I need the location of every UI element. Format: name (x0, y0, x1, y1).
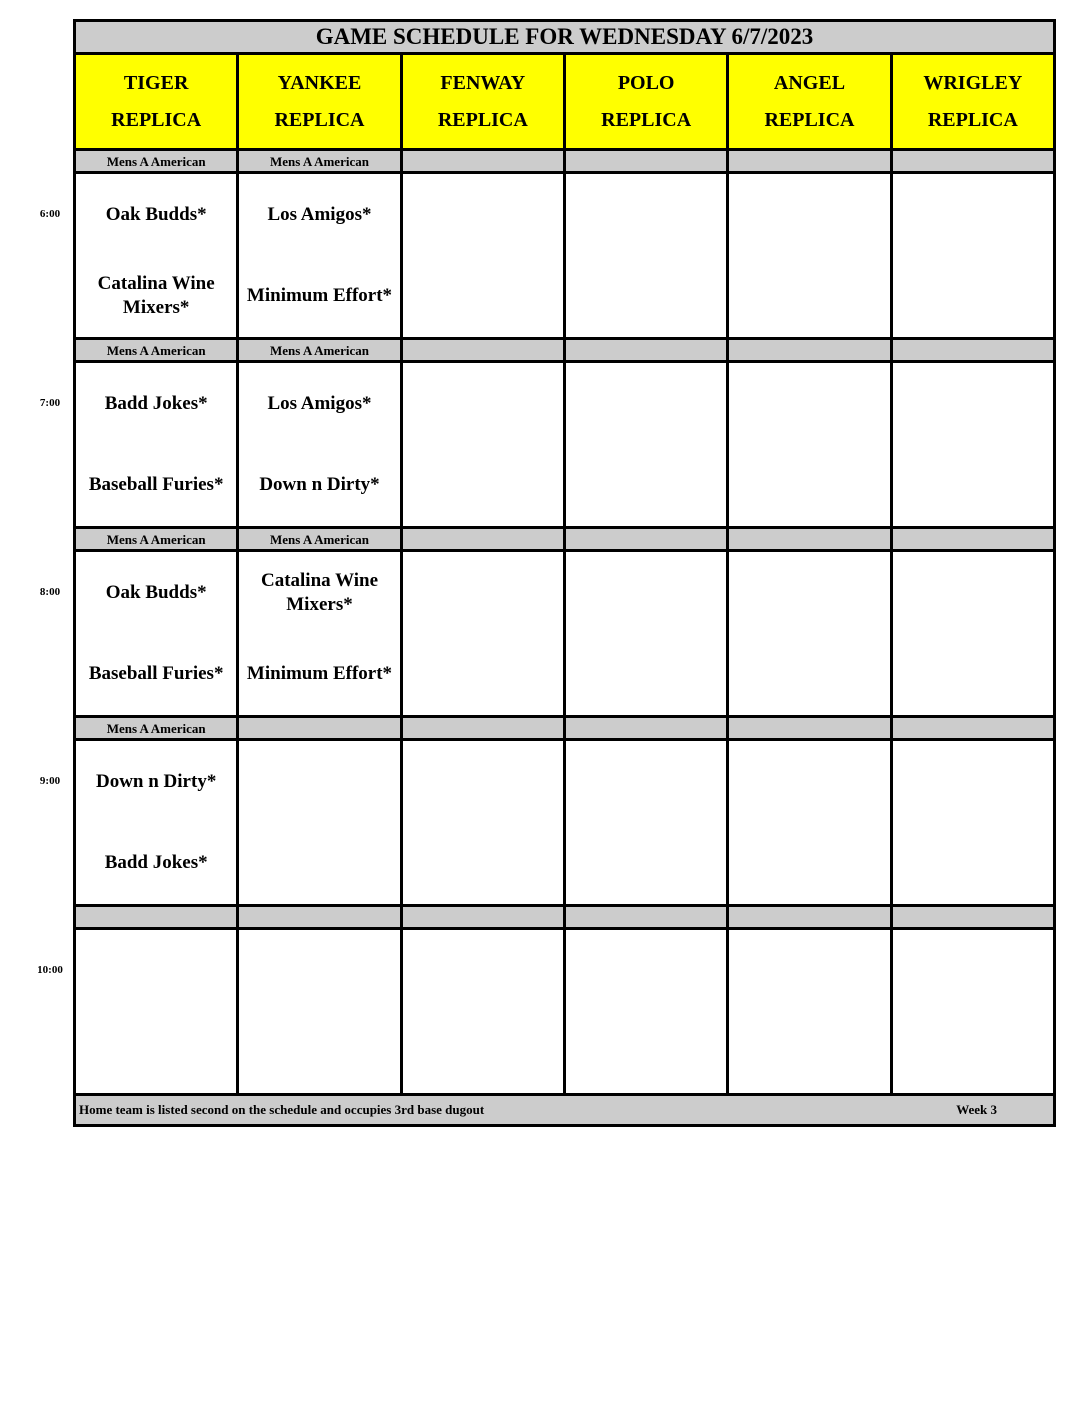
home-team (893, 634, 1053, 716)
field-subtitle: REPLICA (274, 108, 365, 131)
away-team: Los Amigos* (267, 392, 372, 414)
game-cell (564, 929, 727, 1095)
field-subtitle: REPLICA (927, 108, 1018, 131)
matchup (239, 552, 399, 715)
division-label (891, 339, 1054, 362)
home-team (403, 445, 563, 527)
home-team: Minimum Effort* (246, 285, 393, 307)
division-label (564, 717, 727, 740)
division-label: Mens A American (238, 150, 401, 173)
matchup (76, 741, 236, 904)
game-cell (75, 929, 238, 1095)
division-label (891, 150, 1054, 173)
away-team: Oak Budds* (105, 581, 207, 603)
away-team (729, 363, 889, 445)
matchup (76, 552, 236, 715)
away-team (566, 930, 726, 1012)
game-cell (564, 173, 727, 339)
matchup (566, 363, 726, 526)
away-team: Los Amigos* (267, 203, 372, 225)
matchup (403, 930, 563, 1093)
matchup (239, 930, 399, 1093)
matchup (893, 930, 1053, 1093)
matchup (893, 552, 1053, 715)
game-cell (401, 551, 564, 717)
game-cell (401, 173, 564, 339)
division-label: Mens A American (238, 339, 401, 362)
game-cell (564, 362, 727, 528)
home-team (893, 1012, 1053, 1094)
matchup (76, 174, 236, 337)
game-cell (401, 740, 564, 906)
game-cell (891, 551, 1054, 717)
game-row (75, 362, 1055, 528)
title-row (75, 21, 1055, 54)
page-title: GAME SCHEDULE FOR WEDNESDAY 6/7/2023 (75, 21, 1055, 54)
matchup (239, 174, 399, 337)
home-team: Catalina Wine Mixers* (97, 273, 215, 319)
away-team (403, 363, 563, 445)
home-team (893, 256, 1053, 338)
division-label (401, 528, 564, 551)
away-team (239, 930, 399, 1012)
division-label (891, 528, 1054, 551)
home-team (566, 634, 726, 716)
home-team (239, 1012, 399, 1094)
away-team (566, 174, 726, 256)
field-header (75, 54, 238, 150)
footer (75, 1095, 1055, 1126)
home-team (729, 1012, 889, 1094)
game-row (75, 929, 1055, 1095)
home-team (566, 1012, 726, 1094)
home-team: Down n Dirty* (259, 474, 380, 496)
division-label (401, 717, 564, 740)
time-label: 10:00 (37, 963, 63, 976)
division-row (75, 528, 1055, 551)
matchup (76, 930, 236, 1093)
game-cell (238, 740, 401, 906)
division-label (238, 906, 401, 929)
division-label (728, 906, 891, 929)
away-team (893, 174, 1053, 256)
division-label (401, 339, 564, 362)
away-team (893, 930, 1053, 1012)
home-team-note: Home team is listed second on the schedule and occupies 3rd base dugout (79, 1102, 485, 1117)
away-team (729, 930, 889, 1012)
matchup (729, 741, 889, 904)
matchup (729, 552, 889, 715)
division-label (564, 339, 727, 362)
away-team: Badd Jokes* (104, 392, 208, 414)
game-cell (401, 929, 564, 1095)
home-team (729, 634, 889, 716)
game-cell (728, 551, 891, 717)
away-team (893, 741, 1053, 823)
field-name: ANGEL (773, 71, 846, 94)
matchup (239, 741, 399, 904)
home-team: Minimum Effort* (246, 663, 393, 685)
division-label (891, 906, 1054, 929)
away-team (566, 363, 726, 445)
home-team (729, 256, 889, 338)
matchup (893, 741, 1053, 904)
division-label (728, 528, 891, 551)
game-cell (891, 740, 1054, 906)
away-team (403, 741, 563, 823)
game-row (75, 173, 1055, 339)
week-label: Week 3 (956, 1102, 997, 1117)
matchup (566, 930, 726, 1093)
matchup (403, 552, 563, 715)
matchup (403, 741, 563, 904)
division-label: Mens A American (75, 150, 238, 173)
matchup (566, 174, 726, 337)
division-row (75, 717, 1055, 740)
division-label (401, 906, 564, 929)
away-team (729, 174, 889, 256)
away-team: Catalina Wine Mixers* (260, 569, 378, 615)
division-label (564, 528, 727, 551)
away-team: Oak Budds* (105, 203, 207, 225)
away-team (566, 741, 726, 823)
field-header (238, 54, 401, 150)
away-team (403, 174, 563, 256)
division-label: Mens A American (75, 339, 238, 362)
game-cell (728, 929, 891, 1095)
footer-row (75, 1095, 1055, 1126)
time-label: 6:00 (39, 207, 61, 220)
game-cell (891, 173, 1054, 339)
away-team (239, 741, 399, 823)
field-header (564, 54, 727, 150)
game-cell (728, 362, 891, 528)
division-row (75, 150, 1055, 173)
home-team: Baseball Furies* (88, 474, 224, 496)
division-label (564, 906, 727, 929)
game-cell (891, 929, 1054, 1095)
game-cell (564, 740, 727, 906)
division-row (75, 339, 1055, 362)
game-cell (75, 173, 238, 339)
game-cell (728, 173, 891, 339)
home-team (403, 256, 563, 338)
home-team (76, 1012, 236, 1094)
footer-content (76, 1102, 1053, 1118)
field-header (401, 54, 564, 150)
away-team (566, 552, 726, 634)
away-team (403, 930, 563, 1012)
away-team (403, 552, 563, 634)
field-subtitle: REPLICA (601, 108, 692, 131)
home-team (566, 256, 726, 338)
division-row (75, 906, 1055, 929)
field-subtitle: REPLICA (437, 108, 528, 131)
division-label: Mens A American (75, 717, 238, 740)
field-header (728, 54, 891, 150)
division-label (728, 339, 891, 362)
field-name: YANKEE (277, 71, 362, 94)
division-label (401, 150, 564, 173)
game-cell (401, 362, 564, 528)
field-subtitle: REPLICA (764, 108, 855, 131)
matchup (729, 174, 889, 337)
game-cell (891, 362, 1054, 528)
field-name: FENWAY (440, 71, 526, 94)
home-team (403, 634, 563, 716)
home-team (403, 823, 563, 905)
field-header (891, 54, 1054, 150)
home-team (893, 445, 1053, 527)
away-team (729, 741, 889, 823)
home-team (729, 823, 889, 905)
matchup (239, 363, 399, 526)
division-label (238, 717, 401, 740)
division-label (75, 906, 238, 929)
away-team (76, 930, 236, 1012)
time-label: 8:00 (39, 585, 61, 598)
game-cell (238, 929, 401, 1095)
home-team: Badd Jokes* (104, 852, 208, 874)
game-row (75, 740, 1055, 906)
home-team (566, 823, 726, 905)
field-name: POLO (617, 71, 675, 94)
field-subtitle: REPLICA (111, 108, 202, 131)
matchup (566, 741, 726, 904)
division-label: Mens A American (238, 528, 401, 551)
matchup (893, 174, 1053, 337)
home-team (893, 823, 1053, 905)
division-label (891, 717, 1054, 740)
division-label (564, 150, 727, 173)
game-row (75, 551, 1055, 717)
time-label: 9:00 (39, 774, 61, 787)
away-team (893, 363, 1053, 445)
game-cell (564, 551, 727, 717)
game-cell (238, 173, 401, 339)
time-label: 7:00 (39, 396, 61, 409)
game-cell (728, 740, 891, 906)
away-team: Down n Dirty* (95, 770, 217, 792)
division-label: Mens A American (75, 528, 238, 551)
game-cell (75, 551, 238, 717)
matchup (729, 930, 889, 1093)
matchup (403, 363, 563, 526)
home-team: Baseball Furies* (88, 663, 224, 685)
matchup (566, 552, 726, 715)
home-team (729, 445, 889, 527)
away-team (729, 552, 889, 634)
matchup (403, 174, 563, 337)
field-name: TIGER (123, 71, 189, 94)
matchup (893, 363, 1053, 526)
schedule-table (73, 19, 1056, 1127)
game-cell (238, 551, 401, 717)
home-team (403, 1012, 563, 1094)
field-header-row (75, 54, 1055, 150)
home-team (239, 823, 399, 905)
field-name: WRIGLEY (923, 71, 1023, 94)
division-label (728, 150, 891, 173)
matchup (76, 363, 236, 526)
home-team (566, 445, 726, 527)
game-cell (75, 740, 238, 906)
matchup (729, 363, 889, 526)
game-cell (75, 362, 238, 528)
game-cell (238, 362, 401, 528)
division-label (728, 717, 891, 740)
away-team (893, 552, 1053, 634)
